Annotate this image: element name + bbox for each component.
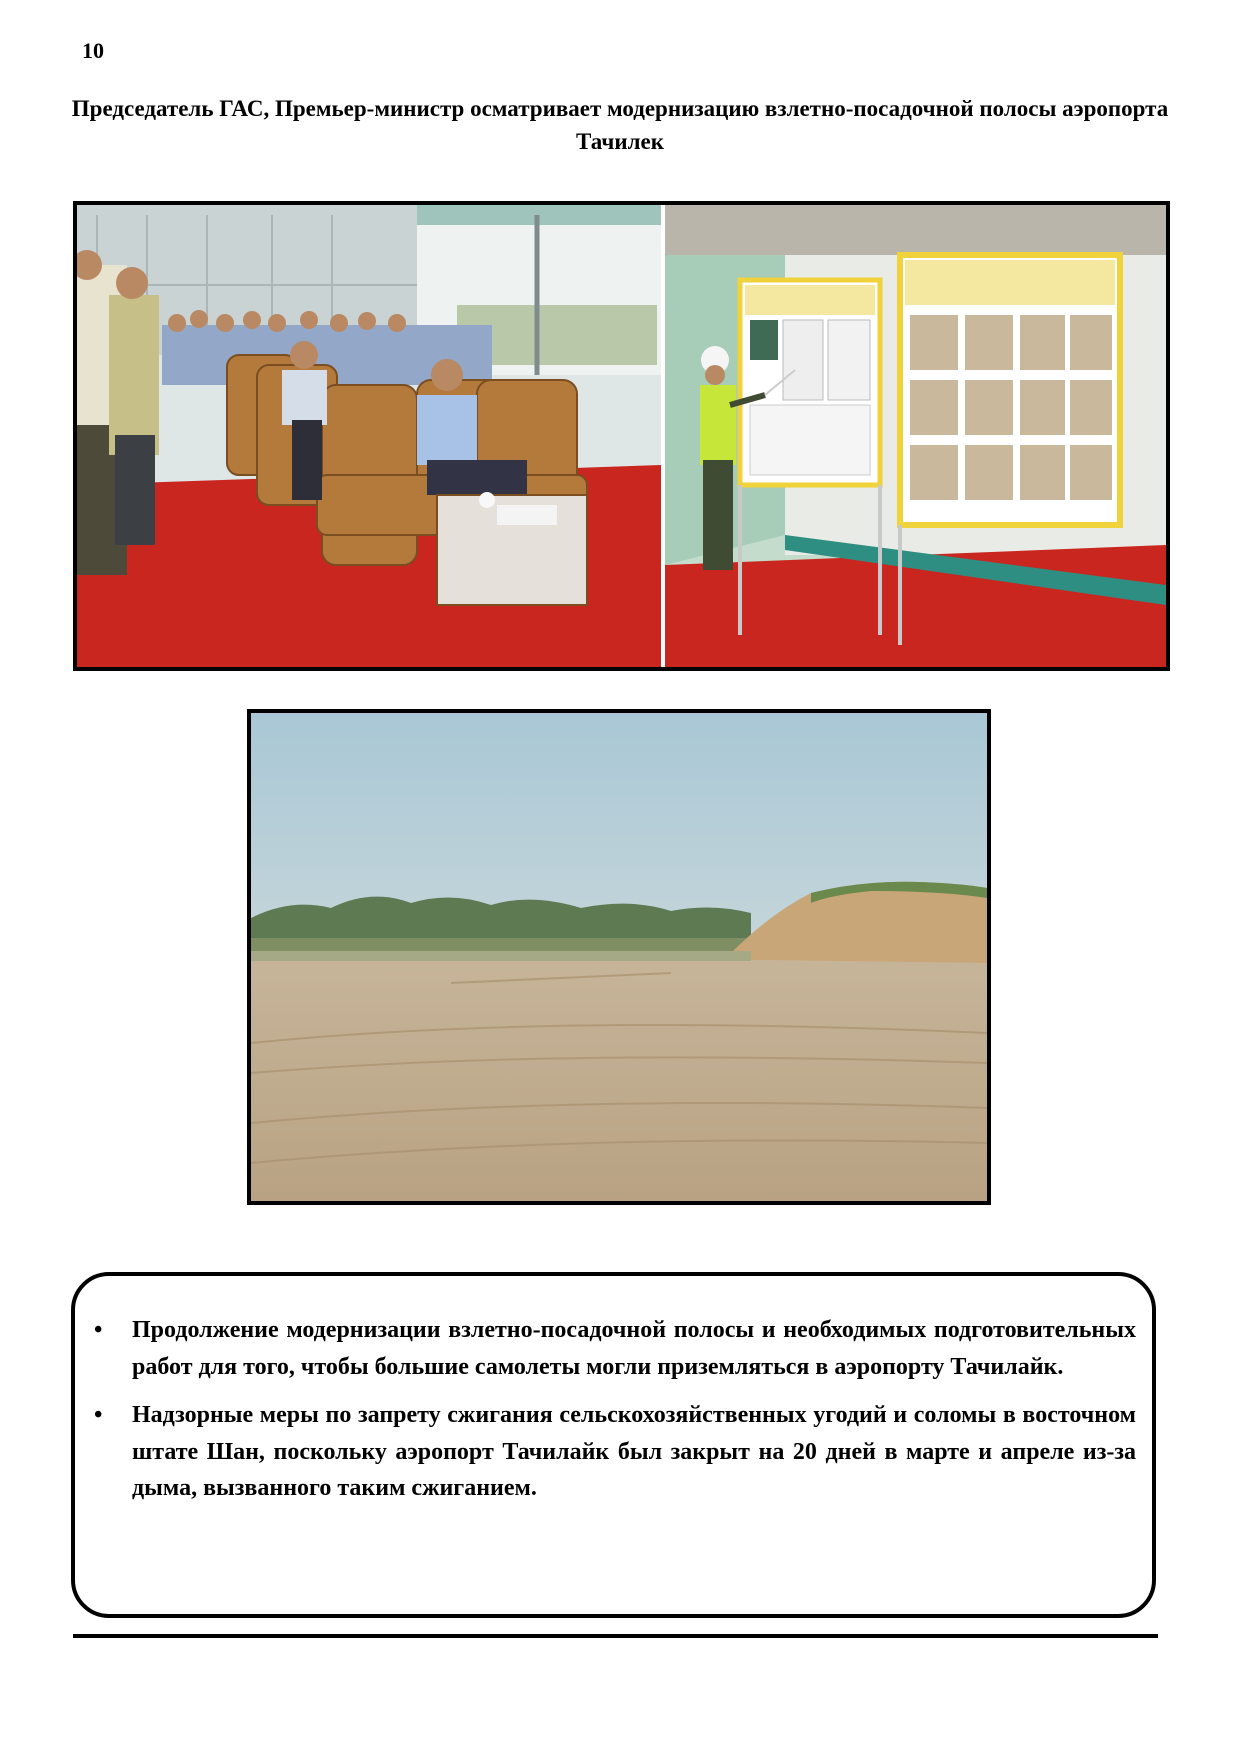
- page-title: Председатель ГАС, Премьер-министр осматривает модернизацию взлетно-посадочной полосы аэропорта Тачилек: [71, 96, 1169, 154]
- bullet-text: Продолжение модернизации взлетно-посадочной полосы и необходимых подготовительных работ для того, чтобы большие самолеты могли приземляться в аэропорту Тачилайк.: [132, 1317, 1136, 1380]
- bullet-dot: •: [94, 1402, 103, 1428]
- bullet-text: Надзорные меры по запрету сжигания сельскохозяйственных угодий и соломы в восточном штате Шан, поскольку аэропорт Тачилайк был закрыт на 20 дней в марте и апреле из-за дыма, вызванного таким сжиганием.: [132, 1402, 1136, 1501]
- bullet-list: [86, 1312, 1136, 1519]
- meeting-audience-photo: [77, 205, 661, 667]
- bullet-dot: •: [94, 1317, 103, 1343]
- bullet-item: [86, 1312, 1136, 1385]
- bullet-item: [86, 1397, 1136, 1507]
- page-number: 10: [82, 38, 104, 63]
- presentation-boards-photo: [665, 205, 1166, 667]
- runway-site-photo: [251, 713, 987, 1201]
- top-photo: [73, 201, 1170, 671]
- bottom-photo: [247, 709, 991, 1205]
- bottom-rule: [73, 1634, 1158, 1638]
